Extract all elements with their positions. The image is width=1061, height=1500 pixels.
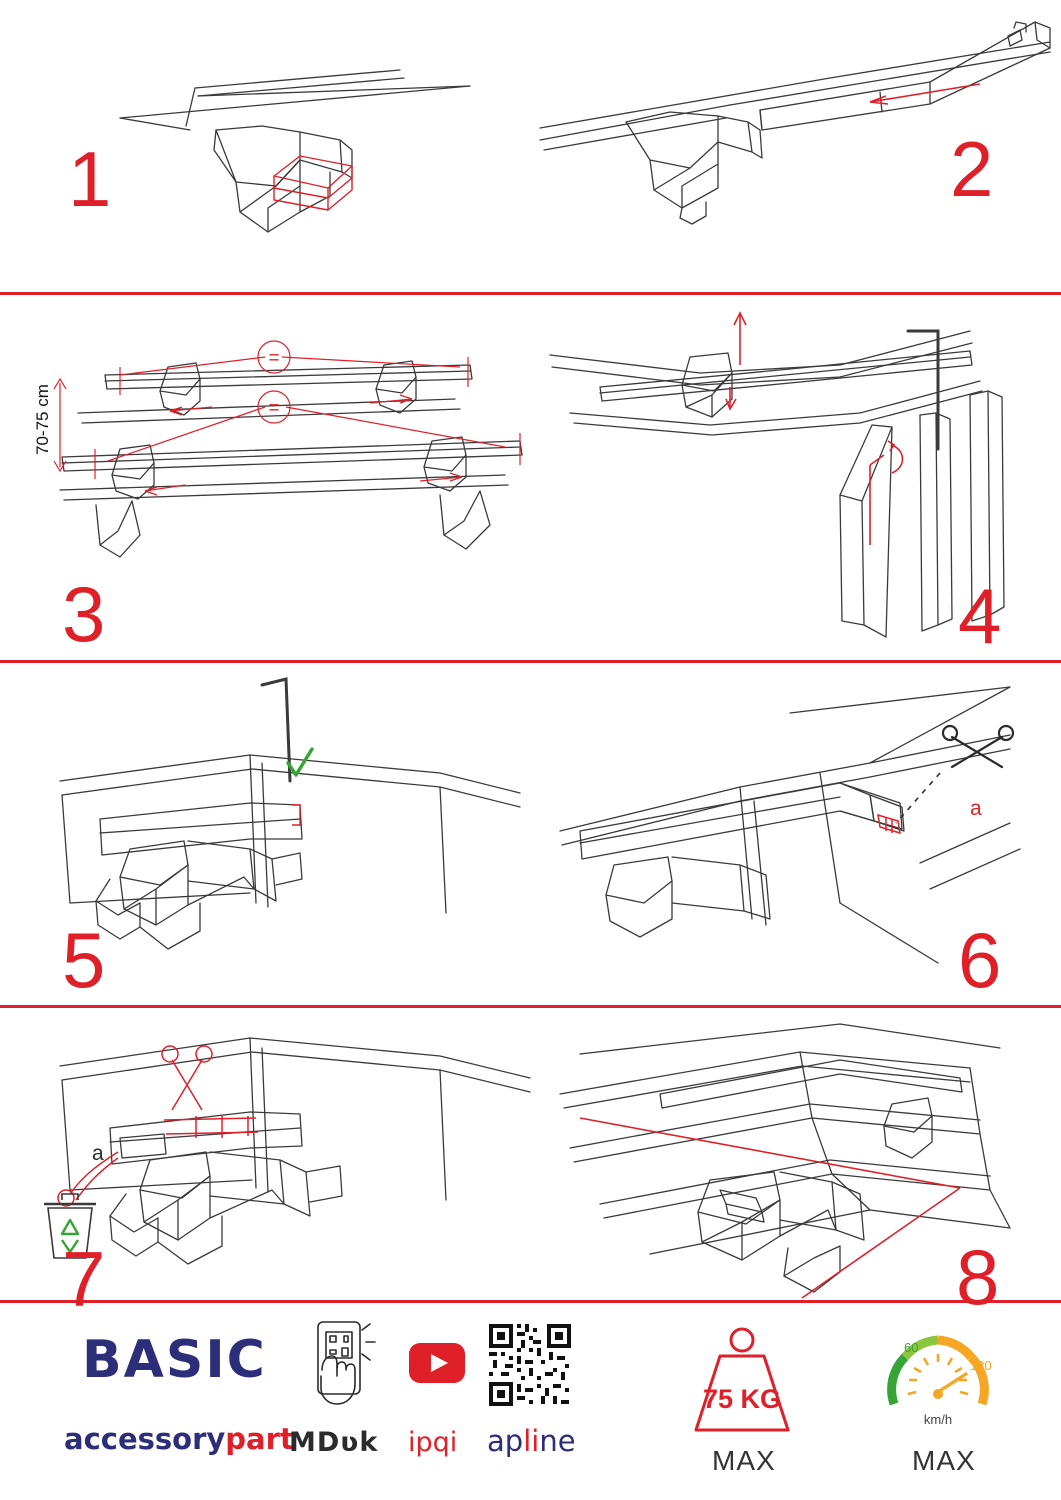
qr-code[interactable]: [487, 1322, 573, 1408]
step-number-6: 6: [958, 916, 1002, 1004]
speed-tick-120: 120: [970, 1358, 992, 1373]
equal-mark-top: =: [268, 348, 280, 369]
step-number-8: 8: [956, 1233, 1000, 1321]
max-weight-label: MAX: [712, 1445, 776, 1476]
step-number-7: 7: [62, 1235, 106, 1323]
step-number-4: 4: [958, 572, 1002, 660]
step-number-3: 3: [62, 570, 106, 658]
logo-ipqi: ipqi: [408, 1427, 458, 1458]
panel-step-8: [540, 1008, 1061, 1321]
marker-a-step7: a: [92, 1142, 104, 1165]
logo-ap-text: ap: [487, 1424, 524, 1458]
logo-accessory-text: accessory: [64, 1422, 226, 1456]
panel-step-1: [0, 0, 530, 292]
measurement-label: 70-75 cm: [33, 384, 52, 455]
step-number-2: 2: [950, 125, 994, 213]
panel-step-4: [540, 295, 1061, 660]
panel-step-5: [0, 663, 540, 1005]
step-number-5: 5: [62, 916, 106, 1004]
step-number-1: 1: [68, 135, 112, 223]
logo-ne-text: ne: [539, 1424, 576, 1458]
logo-mdak: MDʋk: [289, 1427, 379, 1458]
speed-tick-60: 60: [904, 1340, 919, 1355]
panel-step-6: [540, 663, 1061, 1005]
scan-qr-illustration: [300, 1318, 380, 1414]
logo-part-text: part: [225, 1422, 294, 1456]
max-speed-label: MAX: [912, 1445, 976, 1476]
panel-step-7: [0, 1008, 540, 1323]
panel-step-2: [530, 0, 1061, 292]
logo-apline: [487, 1424, 576, 1458]
equal-mark-bottom: =: [268, 398, 280, 419]
logo-accessorypart: [64, 1422, 294, 1456]
max-weight-icon: [676, 1320, 808, 1440]
youtube-icon[interactable]: [408, 1342, 466, 1384]
max-speed-icon: [878, 1318, 998, 1440]
speed-unit-label: km/h: [923, 1412, 953, 1427]
max-weight-value: 75 KG: [702, 1384, 782, 1414]
marker-a-step6: a: [970, 797, 982, 820]
logo-basic: BASIC: [82, 1330, 267, 1390]
footer: [0, 1300, 1061, 1500]
panel-step-3: [0, 295, 540, 660]
logo-li-text: li: [523, 1424, 540, 1458]
